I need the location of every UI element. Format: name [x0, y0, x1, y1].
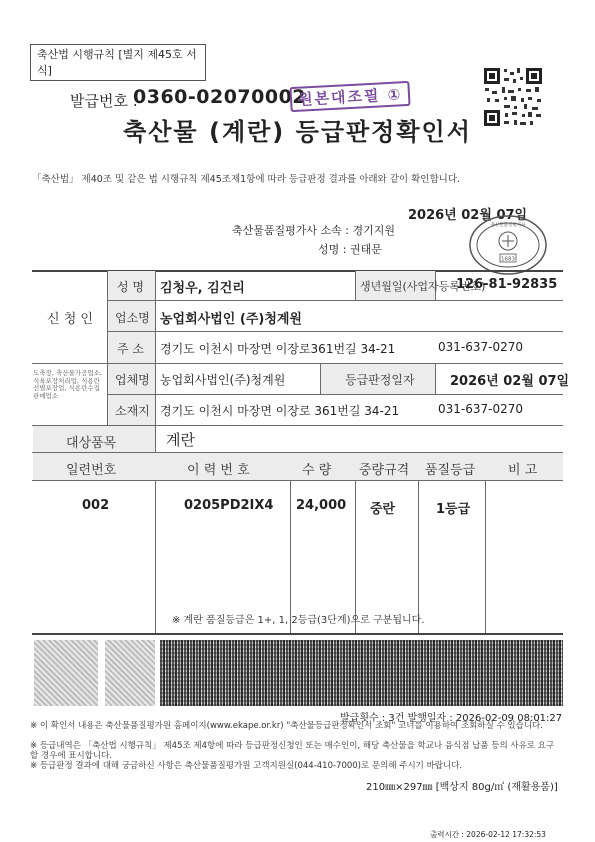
footnote-2: ※ 등급내역은 「축산법 시행규칙」 제45조 제4항에 따라 등급판정신청인 또는 매수인이, 해당 축산물을 학교나 음식점 납품 등의 사유로 요구할 경우에 표시합니다. — [30, 741, 555, 761]
applicant-section-label: 신 청 인 — [47, 312, 93, 327]
grading-date-label: 등급판정일자 — [345, 373, 415, 387]
business-name-label: 업소명 — [115, 311, 150, 325]
col-trace-header: 이 력 번 호 — [187, 463, 250, 478]
inspector-affiliation: 축산물품질평가사 소속 : 경기지원 — [232, 224, 395, 237]
issue-count-info: 발급횟수 : 3건 발행일자 : 2026-02-09 08:01:27 — [340, 713, 563, 724]
table-row-serial: 002 — [82, 498, 110, 513]
verification-barcode — [160, 640, 563, 706]
facility-type-note: 도축장, 축산물가공업소, 식육포장처리업, 식용란선별포장업, 식용란수집판매업소 — [33, 369, 102, 400]
document-title: 축산물 (계란) 등급판정확인서 — [123, 118, 472, 146]
table-row-weight: 중란 — [370, 502, 396, 517]
product-label: 대상품목 — [66, 436, 117, 451]
facility-phone: 031-637-0270 — [438, 402, 524, 416]
birth-reg-label: 생년월일(사업자등록번호) — [360, 280, 486, 293]
legal-basis-text: 「축산법」 제40조 및 같은 법 시행규칙 제45조제1항에 따라 등급판정 결과를 아래와 같이 확인합니다. — [32, 174, 461, 185]
form-reference: 축산법 시행규칙 [별지 제45호 서식] — [30, 44, 206, 81]
product-value: 계란 — [166, 431, 195, 449]
qr-code-icon — [482, 66, 544, 128]
facility-location-label: 소재지 — [115, 404, 150, 418]
applicant-name-label: 성 명 — [117, 280, 144, 294]
footnote-1: ※ 이 확인서 내용은 축산물품질평가원 홈페이지(www.ekape.or.kr) "축산물등급판정확인서 조회" 코너를 이용하여 조회하실 수 있습니다. — [30, 721, 543, 731]
applicant-phone: 031-637-0270 — [438, 340, 524, 354]
print-time: 출력시간 : 2026-02-12 17:32:53 — [430, 830, 546, 839]
col-note-header: 비 고 — [508, 463, 538, 478]
facility-location: 경기도 이천시 마장면 이장로 361번길 34-21 — [160, 404, 400, 418]
applicant-address: 경기도 이천시 마장면 이장로361번길 34-21 — [160, 342, 396, 356]
col-weight-header: 중량규격 — [359, 463, 410, 478]
facility-name: 농업회사법인(주)청계원 — [160, 373, 286, 387]
original-verified-stamp: 원본대조필 ① — [289, 81, 411, 112]
svg-text:축산물품질평가사: 축산물품질평가사 — [490, 223, 526, 228]
obscured-image-2 — [105, 640, 155, 706]
table-row-qty: 24,000 — [296, 498, 347, 513]
inspector-seal-icon — [468, 214, 548, 276]
address-label: 주 소 — [117, 342, 144, 356]
table-row-grade: 1등급 — [436, 502, 471, 517]
issue-number: 0360-02070002 — [133, 86, 307, 108]
inspector-name: 성명 : 권태문 — [318, 243, 382, 256]
svg-text:1683: 1683 — [501, 256, 515, 263]
business-reg-number: 126-81-92835 — [456, 277, 558, 292]
obscured-image-1 — [34, 640, 98, 706]
grading-date: 2026년 02월 07일 — [450, 374, 570, 389]
col-grade-header: 품질등급 — [425, 463, 476, 478]
applicant-name: 김청우, 김건리 — [160, 281, 245, 296]
grade-note: ※ 계란 품질등급은 1+, 1, 2등급(3단계)으로 구분됩니다. — [172, 615, 425, 626]
issue-number-label: 발급번호 : — [70, 92, 138, 110]
issue-date: 2026년 02월 07일 — [408, 208, 528, 223]
footnote-3: ※ 등급판정 결과에 대해 궁금하신 사항은 축산물품질평가원 고객지원실(044-410-7000)로 문의해 주시기 바랍니다. — [30, 761, 463, 771]
table-row-trace: 0205PD2IX4 — [184, 498, 274, 513]
paper-spec: 210㎜×297㎜ [백상지 80g/㎡ (재활용품)] — [366, 782, 558, 793]
business-name: 농업회사법인 (주)청계원 — [160, 312, 302, 327]
col-qty-header: 수 량 — [302, 463, 332, 478]
facility-name-label: 업체명 — [115, 373, 150, 387]
col-serial-header: 일련번호 — [66, 463, 117, 478]
